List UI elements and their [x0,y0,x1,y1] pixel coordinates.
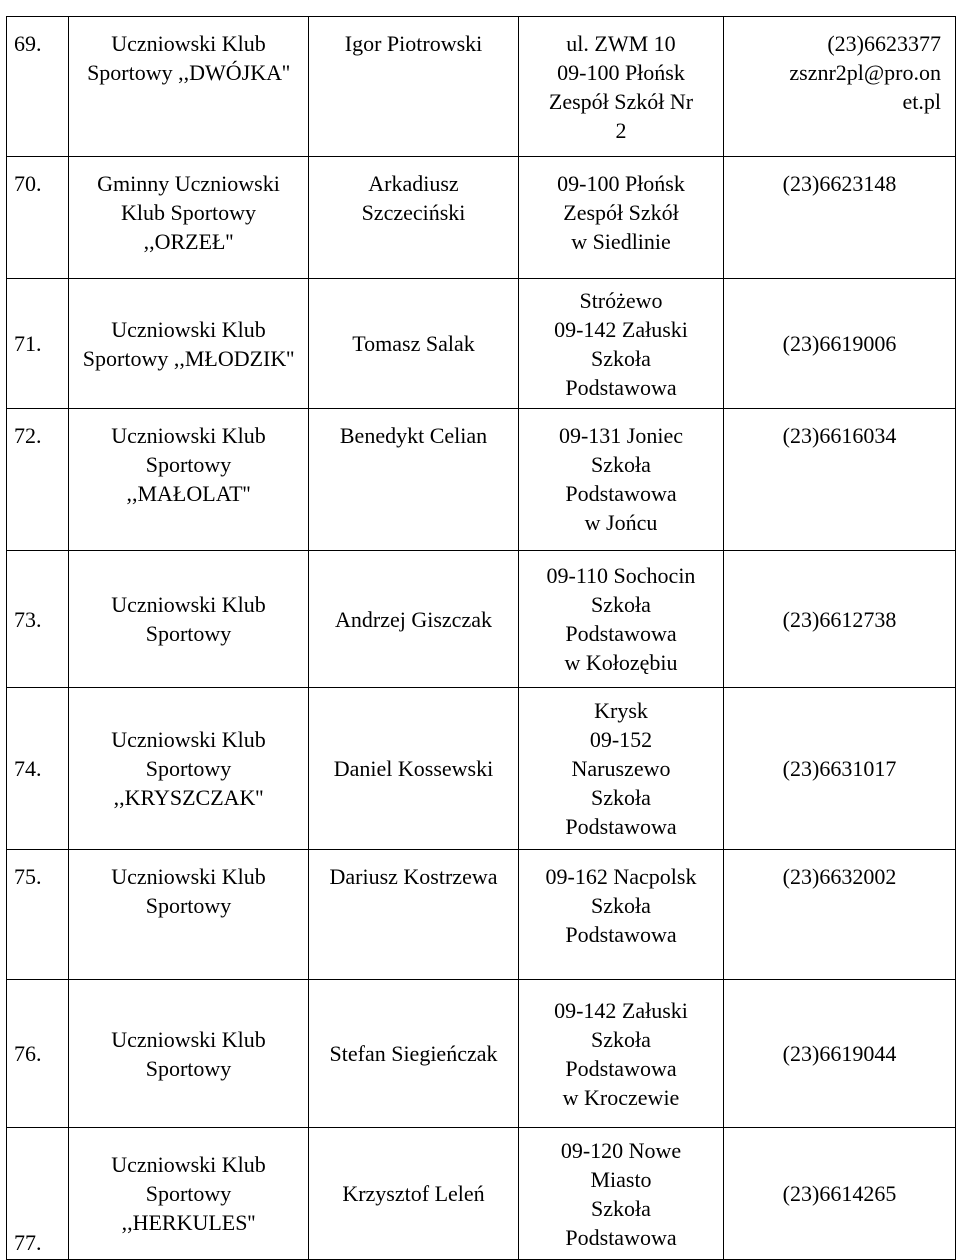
address-line: 09-100 Płońsk [557,60,685,85]
club-name-line: Uczniowski Klub [111,727,266,752]
contact-person-line: Stefan Siegieńczak [329,1041,498,1066]
address-line: Podstawowa [565,1224,677,1250]
club-name-line: Uczniowski Klub [111,316,266,342]
club-name-line: Uczniowski Klub [111,592,266,617]
address-line: w Kroczewie [562,1084,680,1110]
contact-person-cell [309,409,519,551]
club-name-line: Uczniowski Klub [111,423,266,448]
address-cell [519,17,724,157]
address-line: 09-142 Załuski [554,316,688,342]
address-line: 09-162 Nacpolsk [545,864,697,889]
address-line: Podstawowa [565,481,677,506]
club-name-line: Sportowy [145,452,232,477]
address-line: Miasto [590,1166,652,1192]
contact-person-cell [309,1128,519,1260]
row-number-cell: 69. [7,17,69,157]
address-cell [519,1128,724,1260]
club-name-cell [69,17,309,157]
address-line: 09-110 Sochocin [546,563,696,588]
address-line: 09-152 [589,727,653,752]
address-line: w Kołozębiu [564,650,678,675]
contact-person-line: Andrzej Giszczak [335,606,492,632]
club-name-cell [69,688,309,850]
contact-person-line: Daniel Kossewski [333,756,494,781]
table-row [7,157,956,279]
contact-person-cell [309,157,519,279]
table-row [7,409,956,551]
club-name-line: Uczniowski Klub [111,1152,266,1177]
club-name-cell [69,157,309,279]
phone-email-cell [724,980,956,1128]
row-number-cell: 73. [7,551,69,688]
address-line: Szkoła [591,452,651,477]
address-cell [519,980,724,1128]
phone-email-line: (23)6631017 [782,756,897,781]
address-line: 09-131 Joniec [558,423,684,448]
phone-email-line: (23)6623148 [782,171,897,196]
table-row [7,279,956,409]
address-cell [519,157,724,279]
address-line: Stróżewo [579,287,663,313]
phone-email-line: (23)6619006 [782,331,897,356]
phone-email-cell [724,157,956,279]
contact-person-line: Benedykt Celian [339,423,488,448]
address-line: Podstawowa [565,922,677,947]
address-line: w Siedlinie [571,229,671,254]
phone-email-cell [724,1128,956,1260]
phone-email-line: (23)6616034 [782,423,897,448]
address-line: Szkoła [591,1026,651,1052]
club-name-line: Uczniowski Klub [111,864,266,889]
table-row [7,688,956,850]
club-name-line: Sportowy [145,756,232,781]
address-line: Zespół Szkół [563,200,679,225]
address-line: Podstawowa [565,1055,677,1081]
table-row [7,551,956,688]
phone-email-cell [724,551,956,688]
address-line: Podstawowa [565,814,677,839]
phone-email-line: (23)6623377 [827,31,941,56]
table-row [7,17,956,157]
club-name-line: Uczniowski Klub [111,1026,266,1052]
club-name-cell [69,1128,309,1260]
phone-email-line: et.pl [902,89,941,114]
contact-person-cell [309,17,519,157]
address-line: Szkoła [591,592,651,617]
phone-email-cell [724,409,956,551]
address-line: Naruszewo [571,756,671,781]
address-line: Szkoła [591,345,651,371]
address-cell [519,409,724,551]
club-name-cell [69,409,309,551]
clubs-table-body [7,17,956,1260]
address-line: Podstawowa [565,374,677,400]
club-name-line: Uczniowski Klub [111,31,266,56]
club-name-line: Gminny Uczniowski [97,171,280,196]
address-line: ul. ZWM 10 [566,31,676,56]
table-row [7,850,956,980]
phone-email-line: (23)6614265 [782,1181,897,1206]
club-name-line: Sportowy [145,621,232,646]
contact-person-line: Igor Piotrowski [344,31,483,56]
club-name-line: Sportowy [145,893,232,918]
phone-email-cell [724,17,956,157]
club-name-line: Sportowy ,,MŁODZIK'' [82,345,295,371]
row-number-cell: 77. [7,1128,69,1260]
address-line: 09-120 Nowe [560,1137,682,1163]
contact-person-cell [309,980,519,1128]
contact-person-line: Dariusz Kostrzewa [329,864,498,889]
address-line: 2 [615,118,627,143]
address-line: w Jońcu [584,510,658,535]
club-name-cell [69,850,309,980]
address-cell [519,551,724,688]
row-number-cell: 75. [7,850,69,980]
address-line: 09-100 Płońsk [557,171,685,196]
clubs-table [6,16,956,1260]
club-name-line: Sportowy [145,1055,232,1081]
contact-person-line: Tomasz Salak [352,331,475,356]
address-line: Szkoła [591,1195,651,1221]
table-row [7,980,956,1128]
row-number-cell: 74. [7,688,69,850]
club-name-line: ,,KRYSZCZAK'' [113,785,264,810]
row-number-cell: 71. [7,279,69,409]
contact-person-cell [309,551,519,688]
address-line: Szkoła [591,893,651,918]
club-name-line: Sportowy ,,DWÓJKA'' [87,60,290,85]
club-name-line: ,,MAŁOLAT'' [126,481,251,506]
address-line: 09-142 Załuski [554,997,688,1023]
club-name-cell [69,279,309,409]
club-name-cell [69,980,309,1128]
row-number-cell: 76. [7,980,69,1128]
address-line: Podstawowa [565,621,677,646]
address-cell [519,850,724,980]
address-cell [519,279,724,409]
address-line: Szkoła [591,785,651,810]
address-cell [519,688,724,850]
phone-email-cell [724,279,956,409]
club-name-line: Sportowy [145,1181,232,1206]
address-line: Krysk [594,698,648,723]
row-number-cell: 72. [7,409,69,551]
phone-email-line: (23)6619044 [782,1041,897,1066]
club-name-line: Klub Sportowy [120,200,257,225]
contact-person-line: Szczeciński [361,200,466,225]
phone-email-cell [724,688,956,850]
phone-email-line: (23)6632002 [782,864,897,889]
address-line: Zespół Szkół Nr [548,89,694,114]
phone-email-line: zsznr2pl@pro.on [789,60,941,85]
row-number-cell: 70. [7,157,69,279]
contact-person-cell [309,850,519,980]
table-row [7,1128,956,1260]
club-name-cell [69,551,309,688]
contact-person-cell [309,688,519,850]
contact-person-cell [309,279,519,409]
phone-email-line: (23)6612738 [782,606,897,632]
club-name-line: ,,ORZEŁ'' [143,229,234,254]
contact-person-line: Krzysztof Leleń [342,1181,485,1206]
phone-email-cell [724,850,956,980]
club-name-line: ,,HERKULES'' [121,1210,256,1235]
contact-person-line: Arkadiusz [368,171,459,196]
